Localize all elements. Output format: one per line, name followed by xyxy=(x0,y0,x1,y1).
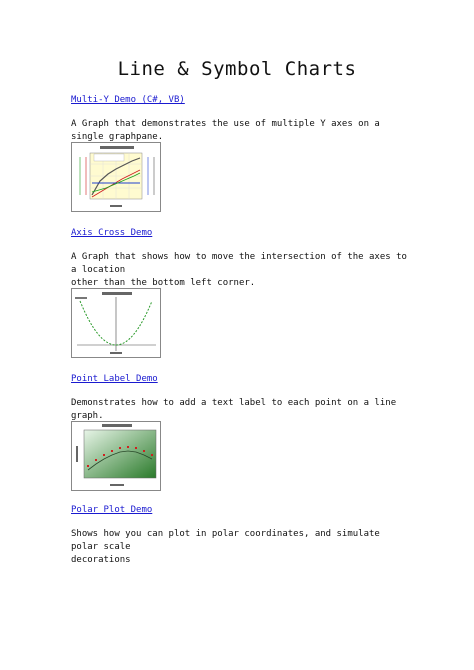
multi-y-demo-description: A Graph that demonstrates the use of multiple Y axes on a single graphpane. xyxy=(71,119,386,142)
axis-cross-demo-link[interactable]: Axis Cross Demo xyxy=(71,228,153,238)
polar-plot-demo-link[interactable]: Polar Plot Demo xyxy=(71,505,153,515)
point-label-demo-link[interactable]: Point Label Demo xyxy=(71,374,158,384)
axis-cross-chart-thumbnail xyxy=(71,288,161,358)
axis-cross-demo-description: A Graph that shows how to move the intersection of the axes to a location other than the bottom left corner. xyxy=(71,252,407,288)
point-label-demo-description: Demonstrates how to add a text label to each point on a line graph. xyxy=(71,398,402,421)
point-label-chart-thumbnail xyxy=(71,421,161,491)
page-title: Line & Symbol Charts xyxy=(117,58,357,80)
multi-y-chart-thumbnail xyxy=(71,142,161,212)
multi-y-demo-link[interactable]: Multi-Y Demo (C#, VB) xyxy=(71,95,185,105)
polar-plot-demo-description: Shows how you can plot in polar coordinates, and simulate polar scale decorations xyxy=(71,529,380,565)
